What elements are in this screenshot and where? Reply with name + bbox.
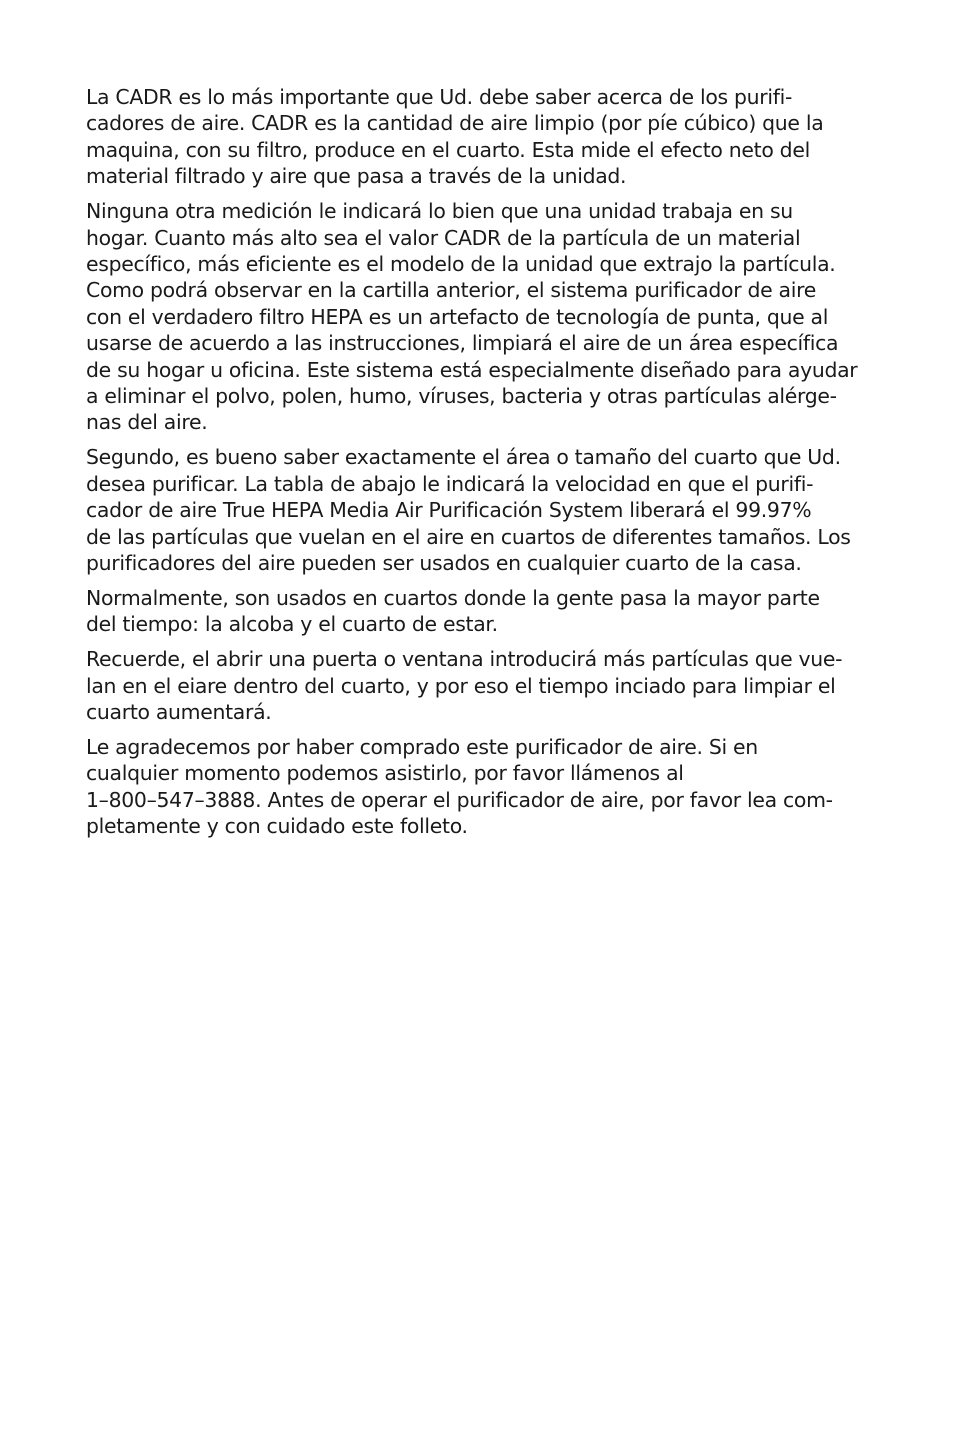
text-line: Normalmente, son usados en cuartos donde la gente pasa la mayor parte xyxy=(86,585,820,610)
text-line: de su hogar u oficina. Este sistema está especialmente diseñado para ayudar xyxy=(86,357,858,382)
document-body xyxy=(86,84,876,848)
text-line: cualquier momento podemos asistirlo, por favor llámenos al xyxy=(86,761,684,786)
text-line: desea purificar. La tabla de abajo le indicará la velocidad en que el purifi- xyxy=(86,471,814,496)
text-line: cuarto aumentará. xyxy=(86,699,272,724)
paragraph-reminder xyxy=(86,646,876,725)
text-line: con el verdadero filtro HEPA es un artefacto de tecnología de punta, que al xyxy=(86,304,829,329)
text-line: material filtrado y aire que pasa a través de la unidad. xyxy=(86,164,627,189)
paragraph-cadr-intro xyxy=(86,84,876,190)
text-line: usarse de acuerdo a las instrucciones, limpiará el aire de un área específica xyxy=(86,331,839,356)
text-line: del tiempo: la alcoba y el cuarto de estar. xyxy=(86,612,498,637)
paragraph-room-size xyxy=(86,444,876,576)
text-line: a eliminar el polvo, polen, humo, víruses, bacteria y otras partículas alérge- xyxy=(86,383,837,408)
paragraph-usage xyxy=(86,585,876,638)
text-line: cador de aire True HEPA Media Air Purificación System liberará el 99.97% xyxy=(86,498,812,523)
text-line: nas del aire. xyxy=(86,410,208,435)
text-line: Recuerde, el abrir una puerta o ventana introducirá más partículas que vue- xyxy=(86,647,843,672)
text-line: de las partículas que vuelan en el aire en cuartos de diferentes tamaños. Los xyxy=(86,524,851,549)
paragraph-measurement xyxy=(86,198,876,436)
paragraph-thanks xyxy=(86,734,876,840)
text-line: Como podrá observar en la cartilla anterior, el sistema purificador de aire xyxy=(86,278,816,303)
text-line: hogar. Cuanto más alto sea el valor CADR de la partícula de un material xyxy=(86,225,801,250)
text-line: purificadores del aire pueden ser usados en cualquier cuarto de la casa. xyxy=(86,550,802,575)
text-line: 1–800–547–3888. Antes de operar el purificador de aire, por favor lea com- xyxy=(86,787,833,812)
text-line: Ninguna otra medición le indicará lo bien que una unidad trabaja en su xyxy=(86,199,793,224)
text-line: cadores de aire. CADR es la cantidad de aire limpio (por píe cúbico) que la xyxy=(86,111,824,136)
text-line: pletamente y con cuidado este folleto. xyxy=(86,814,468,839)
text-line: La CADR es lo más importante que Ud. debe saber acerca de los purifi- xyxy=(86,85,793,109)
text-line: lan en el eiare dentro del cuarto, y por eso el tiempo inciado para limpiar el xyxy=(86,673,836,698)
text-line: específico, más eficiente es el modelo de la unidad que extrajo la partícula. xyxy=(86,251,836,276)
text-line: Segundo, es bueno saber exactamente el área o tamaño del cuarto que Ud. xyxy=(86,445,841,470)
text-line: Le agradecemos por haber comprado este purificador de aire. Si en xyxy=(86,734,758,759)
text-line: maquina, con su filtro, produce en el cuarto. Esta mide el efecto neto del xyxy=(86,137,810,162)
